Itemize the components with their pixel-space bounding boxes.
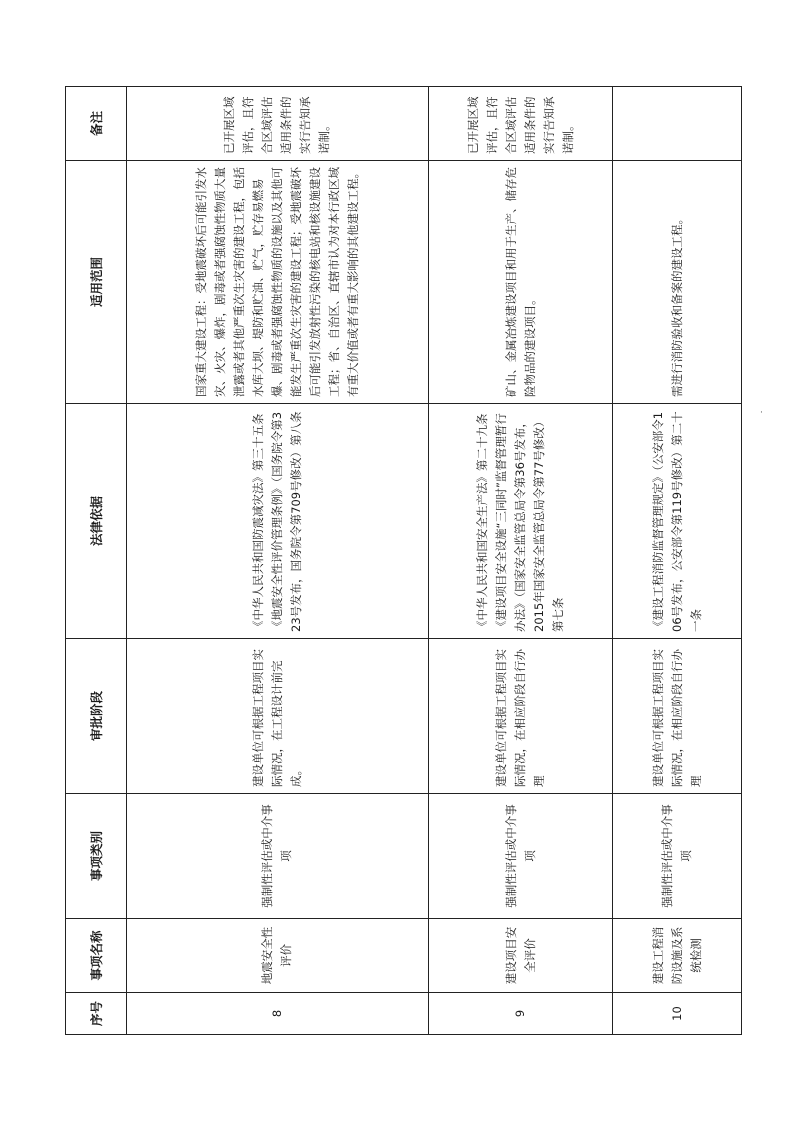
cell-category: 强制性评估或中介事项 [127,794,429,919]
scan-dot: · [760,408,763,418]
cell-remark [613,87,742,161]
cell-no: 9 [428,993,613,1035]
cell-category: 强制性评估或中介事项 [613,794,742,919]
cell-scope: 需进行消防验收和备案的建设工程。 [613,161,742,404]
cell-approval-stage: 建设单位可根据工程项目实际情况，在相应阶段自行办理 [428,639,613,794]
header-legal-basis: 法律依据 [66,404,127,639]
table-row [428,87,613,1035]
header-category: 事项类别 [66,794,127,919]
cell-legal-basis: 《中华人民共和国防震减灾法》第三十五条 《地震安全性评价管理条例》（国务院令第323号发布，国务院令第709号修改）第八条 [127,404,429,639]
table-row [613,87,742,1035]
cell-category: 强制性评估或中介事项 [428,794,613,919]
cell-approval-stage: 建设单位可根据工程项目实际情况，在相应阶段自行办理 [613,639,742,794]
header-row [66,87,127,1035]
cell-scope: 国家重大建设工程：受地震破坏后可能引发水灾、火灾、爆炸，剧毒或者强腐蚀性物质大量泄露或者其他严重次生灾害的建设工程，包括水库大坝、堤防和贮油、贮气，贮存易燃易爆、剧毒或者强腐蚀性物质的设施以及其他可能发生严重次生灾害的建设工程；受地震破坏后可能引发放射性污染的核电站和核设施建设工程；省、自治区、直辖市认为对本行政区域有重大价值或者有重大影响的其他建设工程。 [127,161,429,404]
header-scope: 适用范围 [66,161,127,404]
table-row [127,87,429,1035]
approval-items-table [65,86,742,1035]
header-no: 序号 [66,993,127,1035]
header-item-name: 事项名称 [66,919,127,993]
cell-legal-basis: 《中华人民共和国安全生产法》第二十九条 《建设项目安全设施“三同时”监督管理暂行办法》（国家安全监管总局令第36号发布，2015年国家安全监管总局令第77号修改）第七条 [428,404,613,639]
header-approval-stage: 审批阶段 [66,639,127,794]
cell-scope: 矿山、金属冶炼建设项目和用于生产、储存危险物品的建设项目。 [428,161,613,404]
cell-remark: 已开展区域评估，且符合区域评估适用条件的实行告知承诺制。 [428,87,613,161]
cell-no: 10 [613,993,742,1035]
cell-item-name: 地震安全性评价 [127,919,429,993]
cell-remark: 已开展区域评估，且符合区域评估适用条件的实行告知承诺制。 [127,87,429,161]
cell-item-name: 建设项目安全评价 [428,919,613,993]
header-remark: 备注 [66,87,127,161]
cell-item-name: 建设工程消防设施及系统检测 [613,919,742,993]
cell-no: 8 [127,993,429,1035]
cell-approval-stage: 建设单位可根据工程项目实际情况，在工程设计前完成。 [127,639,429,794]
cell-legal-basis: 《建设工程消防监督管理规定》（公安部令106号发布，公安部令第119号修改）第二十一条 [613,404,742,639]
